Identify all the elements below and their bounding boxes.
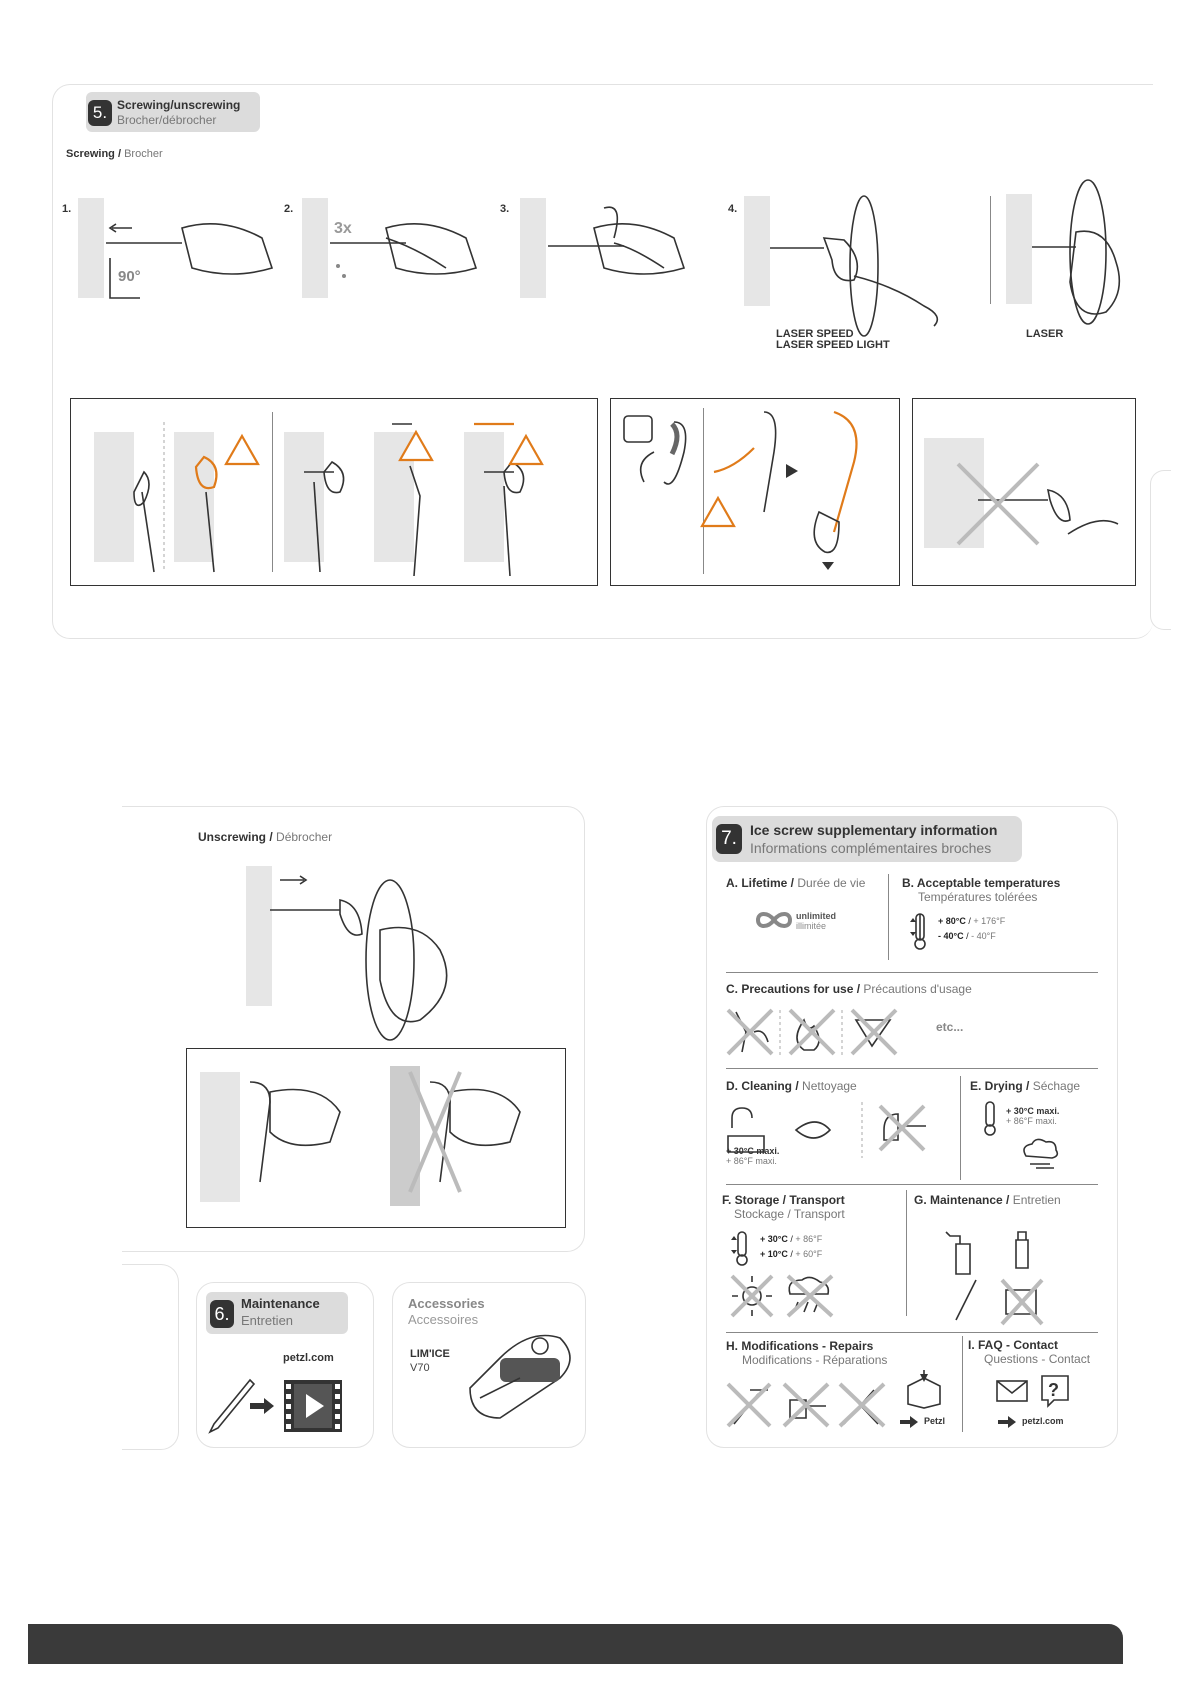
thermometer-icon [908, 912, 932, 952]
section-7-title-en: Ice screw supplementary information [750, 822, 998, 838]
precautions-etc: etc... [936, 1020, 964, 1034]
model-laser: LASER [1026, 328, 1064, 340]
maintenance-label-fr: Entretien [1012, 1193, 1061, 1207]
lifetime-label-fr: Durée de vie [797, 876, 866, 890]
temperatures-label-fr: Températures tolérées [918, 890, 1038, 904]
cleaning-heading: D. Cleaning / Nettoyage [726, 1079, 857, 1093]
precautions-label-en: C. Precautions for use [726, 982, 854, 996]
lifetime-value-fr: illimitée [796, 921, 827, 931]
cleaning-max-f: + 86°F maxi. [726, 1156, 777, 1166]
drying-thermometer-icon [980, 1100, 1000, 1140]
step-4-divider [990, 196, 991, 304]
storage-thermometer-icon [730, 1230, 754, 1270]
drying-label-en: E. Drying [970, 1079, 1023, 1093]
screwing-heading: Screwing / Brocher [66, 148, 163, 160]
section-6-outer-panel [122, 1264, 179, 1450]
temp-min-f: - 40°F [971, 931, 996, 941]
f-g-divider [906, 1190, 907, 1316]
step-3-number: 3. [500, 203, 510, 215]
temp-min-c: - 40°C [938, 931, 964, 941]
drying-label-fr: Séchage [1032, 1079, 1081, 1093]
temp-max-f: + 176°F [973, 916, 1006, 926]
section-7-title-fr: Informations complémentaires broches [750, 840, 992, 856]
infinity-icon [756, 910, 792, 930]
lifetime-heading: A. Lifetime / Durée de vie [726, 876, 866, 890]
unscrewing-detail-illustration [190, 1052, 560, 1222]
storage-min: + 10°C / + 60°F [760, 1249, 823, 1259]
precautions-heading: C. Precautions for use / Précautions d'usage [726, 982, 972, 996]
cleaning-label-en: D. Cleaning [726, 1079, 793, 1093]
return-to-petzl-box-icon [904, 1370, 944, 1410]
angle-label: 90° [118, 268, 141, 285]
temperatures-label-en: B. Acceptable temperatures [902, 876, 1061, 890]
section-5-title-fr: Brocher/débrocher [117, 113, 217, 127]
model-laser-speed: LASER SPEED [776, 328, 854, 340]
step-3-illustration [514, 198, 714, 308]
section-5-title-en: Screwing/unscrewing [117, 98, 241, 112]
unscrewing-illustration [240, 860, 500, 1040]
storage-max-f: + 86°F [795, 1234, 823, 1244]
unscrewing-label-fr: Débrocher [276, 830, 333, 844]
modifications-link[interactable]: Petzl [924, 1416, 946, 1426]
footer-bar [28, 1624, 1123, 1664]
temp-max-c: + 80°C [938, 916, 966, 926]
storage-min-c: + 10°C [760, 1249, 788, 1259]
lifetime-value-en: unlimited [796, 911, 836, 921]
section-7-number: 7. [716, 824, 742, 854]
d-e-divider [960, 1076, 961, 1180]
faq-label-fr: Questions - Contact [984, 1352, 1091, 1366]
limice-tool-illustration [460, 1328, 580, 1438]
question-icon[interactable] [1040, 1374, 1070, 1408]
a-b-divider [888, 874, 889, 960]
modifications-label-fr: Modifications - Réparations [742, 1353, 888, 1367]
row-2-divider [726, 1068, 1098, 1069]
step-1-illustration [72, 198, 272, 308]
storage-label-fr: Stockage / Transport [734, 1207, 845, 1221]
storage-min-f: + 60°F [795, 1249, 823, 1259]
row-4-divider [726, 1332, 1098, 1333]
accessory-product-ref: V70 [410, 1362, 430, 1374]
temp-max: + 80°C / + 176°F [938, 916, 1006, 926]
accessory-product-name: LIM'ICE [410, 1348, 450, 1360]
step-4-number: 4. [728, 203, 738, 215]
model-laser-speed-light: LASER SPEED LIGHT [776, 339, 890, 351]
h-arrow-right-icon [900, 1416, 920, 1428]
faq-link[interactable]: petzl.com [1022, 1416, 1064, 1426]
carabiner-illustrations [614, 402, 894, 582]
section-6-number: 6. [210, 1300, 234, 1328]
wind-cloud-icon [1018, 1138, 1062, 1172]
maintenance-heading: G. Maintenance / Entretien [914, 1193, 1061, 1207]
email-icon[interactable] [996, 1380, 1028, 1404]
page-edge-tab [1150, 470, 1171, 630]
step-2-number: 2. [284, 203, 294, 215]
drying-heading: E. Drying / Séchage [970, 1079, 1081, 1093]
section-6-title-fr: Entretien [241, 1313, 294, 1328]
i-arrow-right-icon [998, 1416, 1018, 1428]
faq-label-en: I. FAQ - Contact [968, 1338, 1058, 1352]
step-2-illustration [296, 198, 496, 308]
row-1-divider [726, 972, 1098, 973]
row-3-divider [726, 1184, 1098, 1185]
unscrewing-heading: Unscrewing / Débrocher [198, 830, 333, 844]
svg-text:?: ? [1048, 1380, 1059, 1400]
storage-max-c: + 30°C [760, 1234, 788, 1244]
video-icon[interactable] [284, 1380, 342, 1432]
modifications-label-en: H. Modifications - Repairs [726, 1339, 874, 1353]
lifetime-label-en: A. Lifetime [726, 876, 788, 890]
modifications-icons [724, 1380, 894, 1432]
screwing-label-fr: Brocher [124, 148, 163, 160]
accessories-title-fr: Accessoires [408, 1312, 479, 1327]
screwing-label-en: Screwing [66, 148, 115, 160]
temp-min: - 40°C / - 40°F [938, 931, 996, 941]
maintenance-icons [946, 1220, 1066, 1330]
drying-max-f: + 86°F maxi. [1006, 1116, 1057, 1126]
cleaning-label-fr: Nettoyage [802, 1079, 857, 1093]
maintenance-label-en: G. Maintenance [914, 1193, 1003, 1207]
no-lateral-load-illustration [918, 404, 1128, 574]
step-4-laser-illustration [996, 172, 1146, 322]
accessories-title-en: Accessories [408, 1296, 485, 1311]
step-4-laser-speed-illustration [744, 186, 954, 326]
hanger-positions-illustrations [74, 402, 594, 582]
section-6-link[interactable]: petzl.com [283, 1352, 334, 1364]
precautions-icons [724, 1006, 924, 1060]
turns-label: 3x [334, 220, 352, 237]
file-icon [206, 1374, 256, 1434]
unscrewing-label-en: Unscrewing [198, 830, 267, 844]
precautions-label-fr: Précautions d'usage [863, 982, 972, 996]
h-i-divider [962, 1336, 963, 1432]
storage-max: + 30°C / + 86°F [760, 1234, 823, 1244]
storage-forbidden-icons [728, 1272, 848, 1322]
drying-max-c: + 30°C maxi. [1006, 1106, 1060, 1116]
section-6-title-en: Maintenance [241, 1296, 320, 1311]
section-5-number: 5. [88, 100, 112, 126]
arrow-right-icon [250, 1398, 276, 1414]
cleaning-max-c: + 30°C maxi. [726, 1146, 780, 1156]
storage-label-en: F. Storage / Transport [722, 1193, 845, 1207]
step-1-number: 1. [62, 203, 72, 215]
